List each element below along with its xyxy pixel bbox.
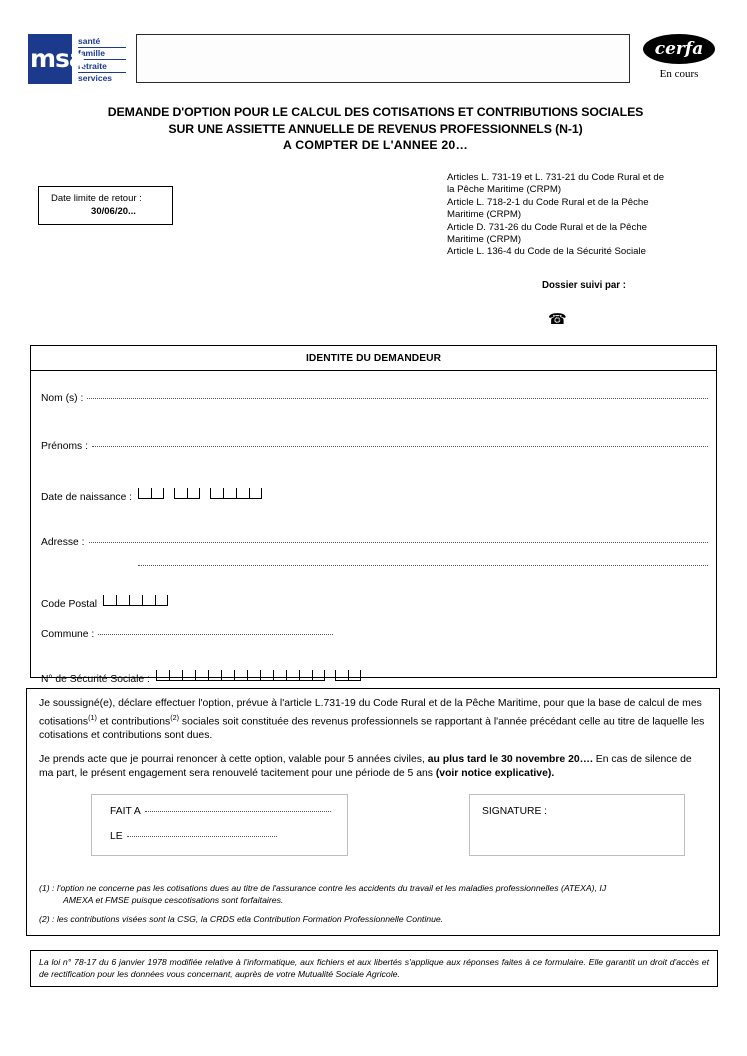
field-nom-input[interactable] [87,398,708,399]
fait-a-label: FAIT A [110,806,141,818]
msa-word-famille: famille [78,48,126,61]
date-limite-box [38,186,173,225]
field-date-naissance-input[interactable] [138,488,262,499]
date-limite-label: Date limite de retour : [51,193,142,204]
field-prenoms-input[interactable] [92,446,708,447]
legal-reference-line: la Pêche Maritime (CRPM) [447,184,562,196]
field-commune[interactable] [41,629,708,640]
msa-logo-mark [28,34,85,84]
le-line[interactable] [110,831,347,842]
comb-cell[interactable] [247,670,260,681]
comb-cell[interactable] [155,595,168,606]
dossier-label: Dossier suivi par : [542,280,626,291]
address-input-box[interactable] [136,34,630,83]
field-securite-sociale-label: N° de Sécurité Sociale : [41,674,150,685]
footnote-marker-1: (1) [88,712,97,722]
msa-word-sante: santé [78,35,126,48]
legal-reference-line: Articles L. 731-19 et L. 731-21 du Code Rural et de [447,172,665,183]
comb-group-nir[interactable] [156,670,325,681]
title-line-2: SUR UNE ASSIETTE ANNUELLE DE REVENUS PROFESSIONNELS (N-1) [168,121,583,136]
page-header [28,30,725,96]
comb-group-month[interactable] [174,488,200,499]
comb-group-nir-key[interactable] [335,670,361,681]
cerfa-logo: cerfa [643,34,715,64]
field-nom-label: Nom (s) : [41,393,84,404]
fait-a-box[interactable] [91,794,348,856]
footnote-1 [39,882,707,906]
comb-cell[interactable] [348,670,361,681]
comb-cell[interactable] [116,595,129,606]
signature-label: SIGNATURE : [482,806,548,818]
field-code-postal[interactable] [41,596,708,610]
field-commune-label: Commune : [41,629,95,640]
declaration-p2-part-b: En cas de silence de ma part, le présent engagement sera renouvelé tacitement pour une période de 5 ans [39,754,692,779]
comb-cell[interactable] [156,670,169,681]
fait-a-line[interactable] [110,806,347,817]
declaration-p1-part-b: et contributions [96,716,171,728]
legal-reference-line: Maritime (CRPM) [447,209,522,221]
comb-cell[interactable] [187,488,200,499]
field-nom[interactable] [41,393,708,404]
signature-row [39,794,707,856]
comb-cell[interactable] [129,595,142,606]
comb-cell[interactable] [299,670,312,681]
comb-cell[interactable] [234,670,247,681]
declaration-p2-part-a: Je prends acte que je pourrai renoncer à cette option, valable pour 5 années civiles, [39,754,428,766]
signature-box[interactable] [469,794,685,856]
comb-cell[interactable] [174,488,187,499]
field-adresse-input-line1[interactable] [89,542,709,543]
msa-logo-text: msa [30,44,85,73]
comb-group-day[interactable] [138,488,164,499]
field-adresse-label: Adresse : [41,537,85,548]
comb-cell[interactable] [221,670,234,681]
field-commune-input[interactable] [98,634,333,635]
msa-logo-words [78,34,126,84]
phone-icon: ☎ [548,311,567,328]
declaration-paragraph-2 [39,753,707,780]
footnote-2: (2) : les contributions visées sont la CSG, la CRDS etla Contribution Formation Professionnelle Continue. [39,914,444,924]
identity-section [30,345,717,685]
identity-fields [31,371,716,685]
comb-cell[interactable] [273,670,286,681]
field-adresse[interactable] [41,537,708,548]
le-label: LE [110,831,123,843]
comb-cell[interactable] [151,488,164,499]
legal-references [447,172,719,259]
comb-cell[interactable] [103,595,116,606]
declaration-p2-bold-notice: (voir notice explicative). [435,767,555,779]
field-prenoms[interactable] [41,441,708,452]
comb-cell[interactable] [195,670,208,681]
identity-section-title: IDENTITE DU DEMANDEUR [31,346,716,371]
field-adresse-input-line2[interactable] [138,565,708,566]
comb-cell[interactable] [138,488,151,499]
comb-cell[interactable] [169,670,182,681]
legal-reference-line: Maritime (CRPM) [447,234,522,246]
field-date-naissance[interactable] [41,489,708,503]
page-title [30,104,721,154]
field-adresse-line2[interactable] [138,567,708,568]
comb-cell[interactable] [210,488,223,499]
le-input[interactable] [127,836,277,837]
footnote-marker-2: (2) [170,712,180,722]
cnil-notice: La loi n° 78-17 du 6 janvier 1978 modifiée relative à l'informatique, aux fichiers et aux libertés s'applique aux réponses faites à ce formulaire. Elle garantit un droit d'accès et de rectification pour les données vous concernant, auprès de votre Mutualité Sociale Agricole. [30,950,718,987]
field-code-postal-input[interactable] [103,595,168,606]
msa-logo [28,34,126,84]
title-line-1: DEMANDE D'OPTION POUR LE CALCUL DES COTISATIONS ET CONTRIBUTIONS SOCIALES [107,105,644,119]
declaration-p1-part-c: sociales soit constituée des revenus professionnels se rapportant à l'année précédant celle au titre de laquelle les cotisations et contributions sont dues. [39,716,705,741]
legal-reference-line: Article L. 718-2-1 du Code Rural et de la Pêche [447,196,649,208]
date-limite-value: 30/06/20... [91,206,136,217]
cerfa-block [633,34,725,80]
comb-cell[interactable] [249,488,262,499]
declaration-p1-part-a: Je soussigné(e), déclare effectuer l'option, prévue à l'article L.731-19 du Code Rural et de la Pêche Maritime, pour que la base de calcul de mes cotisations [39,698,702,728]
footnote-1-line-1: (1) : l'option ne concerne pas les cotisations dues au titre de l'assurance contre les accidents du travail et les maladies professionnelles (ATEXA), IJ [39,883,607,893]
comb-group-cp[interactable] [103,595,168,606]
field-prenoms-label: Prénoms : [41,441,88,452]
footnote-1-line-2: AMEXA et FMSE puisque cescotisations sont forfaitaires. [63,895,284,905]
comb-cell[interactable] [142,595,155,606]
field-date-naissance-label: Date de naissance : [41,492,133,503]
comb-cell[interactable] [223,488,236,499]
field-securite-sociale-input[interactable] [156,670,361,681]
msa-word-services: services [78,73,113,83]
comb-cell[interactable] [208,670,221,681]
comb-cell[interactable] [236,488,249,499]
msa-word-retraite: retraite [78,60,126,73]
declaration-p2-bold-deadline: au plus tard le 30 novembre 20…. [427,754,593,766]
fait-a-input[interactable] [145,811,331,812]
comb-cell[interactable] [312,670,325,681]
comb-cell[interactable] [260,670,273,681]
field-code-postal-label: Code Postal [41,599,98,610]
comb-cell[interactable] [286,670,299,681]
legal-reference-line: Article L. 136-4 du Code de la Sécurité Sociale [447,246,646,258]
cerfa-status: En cours [659,68,699,80]
legal-reference-line: Article D. 731-26 du Code Rural et de la Pêche [447,221,647,233]
title-line-3: A COMPTER DE L'ANNEE 20… [283,138,468,152]
comb-cell[interactable] [335,670,348,681]
declaration-section [26,688,720,936]
field-securite-sociale[interactable] [41,671,708,685]
comb-group-year[interactable] [210,488,262,499]
comb-cell[interactable] [182,670,195,681]
footnotes [39,882,707,925]
declaration-paragraph-1 [39,697,707,742]
